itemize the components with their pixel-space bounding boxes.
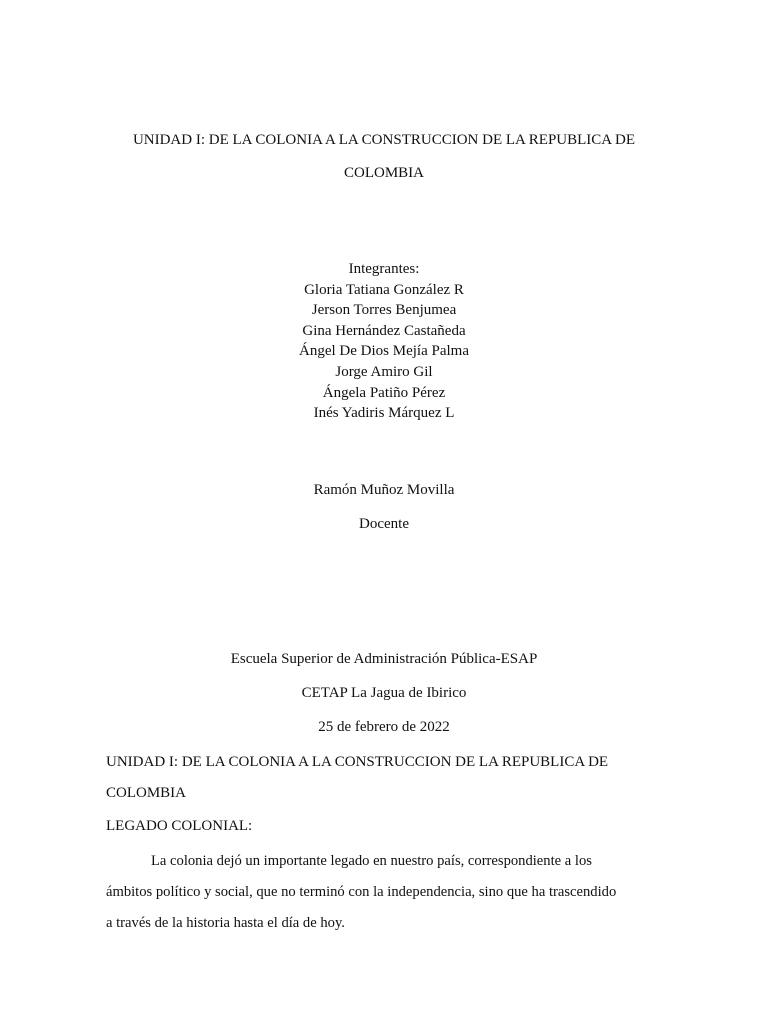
member-name: Ángel De Dios Mejía Palma [299,343,469,360]
members-label: Integrantes: [348,261,420,277]
submission-date: 25 de febrero de 2022 [318,719,450,735]
member-name: Inés Yadiris Márquez L [313,405,455,422]
section-title [106,747,666,809]
paragraph-line-3: a través de la historia hasta el día de hoy. [106,915,345,931]
section-title-line-1: UNIDAD I: DE LA COLONIA A LA CONSTRUCCION DE LA REPUBLICA DE [106,754,609,770]
subheading: LEGADO COLONIAL: [106,818,253,834]
teacher-role: Docente [359,516,409,532]
school-name: Escuela Superior de Administración Pública-ESAP [230,651,538,667]
member-name: Jerson Torres Benjumea [311,302,457,319]
members-block [0,259,768,424]
campus-name: CETAP La Jagua de Ibirico [301,685,467,701]
teacher-name: Ramón Muñoz Movilla [313,482,455,498]
cover-title-line-2: COLOMBIA [343,165,424,181]
paragraph-line-2: ámbitos político y social, que no terminó con la independencia, sino que ha trascendido [106,884,617,900]
cover-title [0,124,768,190]
body-section [106,747,666,939]
cover-title-line-1: UNIDAD I: DE LA COLONIA A LA CONSTRUCCION DE LA REPUBLICA DE [132,132,636,148]
member-name: Jorge Amiro Gil [335,363,433,380]
member-name: Gina Hernández Castañeda [302,322,466,339]
paragraph-line-1: La colonia dejó un importante legado en nuestro país, correspondiente a los [151,853,592,869]
member-name: Gloria Tatiana González R [304,281,464,298]
member-name: Ángela Patiño Pérez [322,384,446,401]
body-paragraph [106,846,666,939]
section-title-line-2: COLOMBIA [106,785,187,801]
